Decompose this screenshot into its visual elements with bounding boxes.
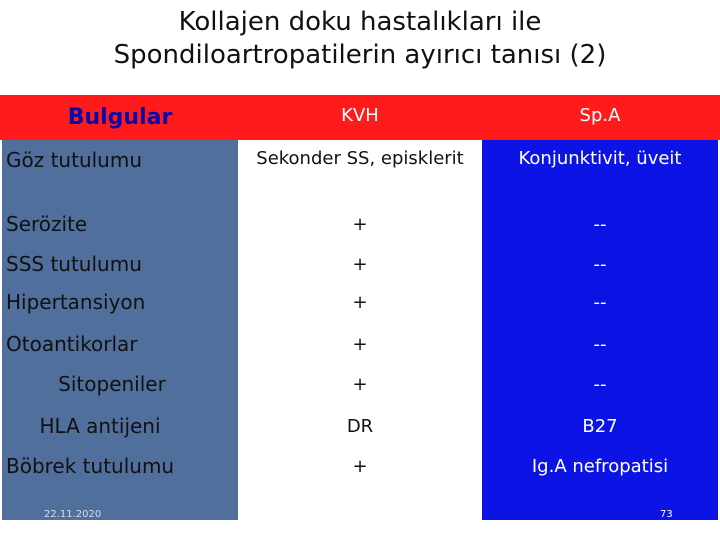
row-hla-kvh: DR <box>346 415 374 437</box>
row-sss-kvh: + <box>352 253 368 275</box>
row-goz-label: Göz tutulumu <box>6 148 143 172</box>
row-bobrek-spa: Ig.A nefropatisi <box>531 455 669 477</box>
row-serozite-spa: -- <box>593 213 607 235</box>
row-serozite-label: Serözite <box>6 212 88 236</box>
row-otoantikorlar-spa: -- <box>593 333 607 355</box>
row-otoantikorlar-label: Otoantikorlar <box>6 332 138 356</box>
row-sss-label: SSS tutulumu <box>6 252 142 276</box>
header-bulgular: Bulgular <box>67 105 173 130</box>
row-goz-kvh: Sekonder SS, episklerit <box>256 147 464 169</box>
header-kvh: KVH <box>341 104 379 126</box>
row-bobrek-label: Böbrek tutulumu <box>6 454 175 478</box>
row-goz-spa: Konjunktivit, üveit <box>518 147 682 169</box>
slide-title-line-2: Spondiloartropatilerin ayırıcı tanısı (2) <box>113 40 607 70</box>
slide-title <box>0 6 720 72</box>
slide-page-number: 73 <box>660 509 673 520</box>
row-sitopeniler-spa: -- <box>593 373 607 395</box>
comparison-table <box>0 95 720 520</box>
row-hipertansiyon-label: Hipertansiyon <box>6 290 146 314</box>
row-sitopeniler-label: Sitopeniler <box>58 372 166 396</box>
header-spa: Sp.A <box>579 104 621 126</box>
slide-title-line-1: Kollajen doku hastalıkları ile <box>178 7 542 37</box>
row-serozite-kvh: + <box>352 213 368 235</box>
row-sitopeniler-kvh: + <box>352 373 368 395</box>
slide-date: 22.11.2020 <box>44 509 102 520</box>
row-sss-spa: -- <box>593 253 607 275</box>
row-bobrek-kvh: + <box>352 455 368 477</box>
row-hipertansiyon-kvh: + <box>352 291 368 313</box>
row-hla-label: HLA antijeni <box>39 414 161 438</box>
row-otoantikorlar-kvh: + <box>352 333 368 355</box>
row-hla-spa: B27 <box>582 415 618 437</box>
row-hipertansiyon-spa: -- <box>593 291 607 313</box>
